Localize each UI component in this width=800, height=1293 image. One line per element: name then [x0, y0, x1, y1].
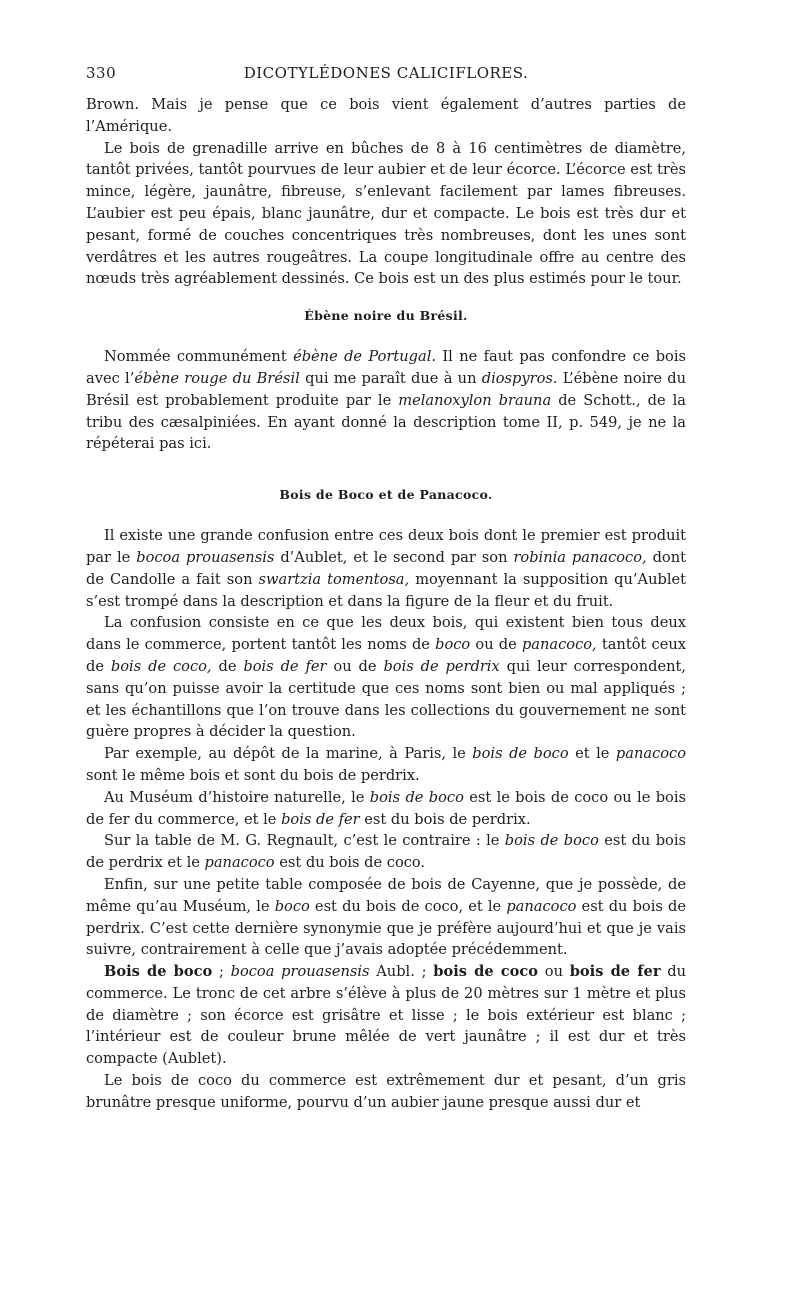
- paragraph-bois-de-boco: Bois de boco ; bocoa prouasensis Aubl. ; bois de coco ou bois de fer du commerce. Le tronc de cet arbre s’élève à plus de 20 mètres sur 1 mètre et plus de diamètre ; son écorce est grisâtre et lisse ; le bois extérieur est blanc ; l’intérieur est de couleur brune mêlée de vert jaunâtre ; il est dur et très compacte (Aublet).: [86, 963, 686, 1068]
- page-number: 330: [86, 64, 117, 82]
- section-heading-boco: Bois de Boco et de Panacoco.: [279, 487, 493, 503]
- running-title: DICOTYLÉDONES CALICIFLORES.: [243, 64, 529, 82]
- paragraph-regnault: Sur la table de M. G. Regnault, c’est le contraire : le bois de boco est du bois de perdrix et le panacoco est du bois de coco.: [86, 832, 686, 872]
- paragraph-museum: Au Muséum d’histoire naturelle, le bois de boco est le bois de coco ou le bois de fer du commerce, et le bois de fer est du bois de perdrix.: [86, 788, 686, 828]
- paragraph-noms: La confusion consiste en ce que les deux bois, qui existent bien tous deux dans le commerce, portent tantôt les noms de boco ou de panacoco, tantôt ceux de bois de coco, de bois de fer ou de bois de perdrix qui leur correspondent, sans qu’on puisse avoir la certitude que ces noms sont bien ou mal appliqués ; et les échantillons que l’on trouve dans les collections du gouvernement ne sont guère propres à décider la question.: [86, 614, 687, 741]
- page-body: [86, 94, 686, 1114]
- paragraph-confusion: Il existe une grande confusion entre ces deux bois dont le premier est produit par le bocoa prouasensis d’Aublet, et le second par son robinia panacoco, dont de Candolle a fait son swartzia tomentosa, moyennant la supposition qu’Aublet s’est trompé dans la description et dans la figure de la fleur et du fruit.: [86, 527, 686, 610]
- paragraph-cayenne: Enfin, sur une petite table composée de bois de Cayenne, que je possède, de même qu’au Muséum, le boco est du bois de coco, et le panacoco est du bois de perdrix. C’est cette dernière synonymie que je préfère aujourd’hui et que je vais suivre, contrairement à celle que j’avais adoptée précédemment.: [86, 875, 686, 959]
- paragraph-marine: Par exemple, au dépôt de la marine, à Paris, le bois de boco et le panacoco sont le même bois et sont du bois de perdrix.: [86, 745, 686, 784]
- paragraph-grenadille: Le bois de grenadille arrive en bûches de 8 à 16 centimètres de diamètre, tantôt privées, tantôt pourvues de leur aubier et de leur écorce. L’écorce est très mince, légère, jaunâtre, fibreuse, s’enlevant facilement par lames fibreuses. L’aubier est peu épais, blanc jaunâtre, dur et compacte. Le bois est très dur et pesant, formé de couches concentriques très nombreuses, dont les unes sont verdâtres et les autres rougeâtres. La coupe longitudinale offre au centre des nœuds très agréablement dessinés. Ce bois est un des plus estimés pour le tour.: [86, 139, 686, 288]
- paragraph-coco-commerce: Le bois de coco du commerce est extrêmement dur et pesant, d’un gris brunâtre presque uniforme, pourvu d’un aubier jaune presque aussi dur et: [86, 1072, 686, 1111]
- section-heading-ebene: Ébène noire du Brésil.: [304, 308, 468, 324]
- page-header: [86, 64, 686, 88]
- paragraph-ebene: Nommée communément ébène de Portugal. Il ne faut pas confondre ce bois avec l’ébène rouge du Brésil qui me paraît due à un diospyros. L’ébène noire du Brésil est probablement produite par le melanoxylon brauna de Schott., de la tribu des cæsalpiniées. En ayant donné la description tome II, p. 549, je ne la répéterai pas ici.: [86, 348, 687, 453]
- paragraph-continuation: Brown. Mais je pense que ce bois vient également d’autres parties de l’Amérique.: [86, 96, 686, 135]
